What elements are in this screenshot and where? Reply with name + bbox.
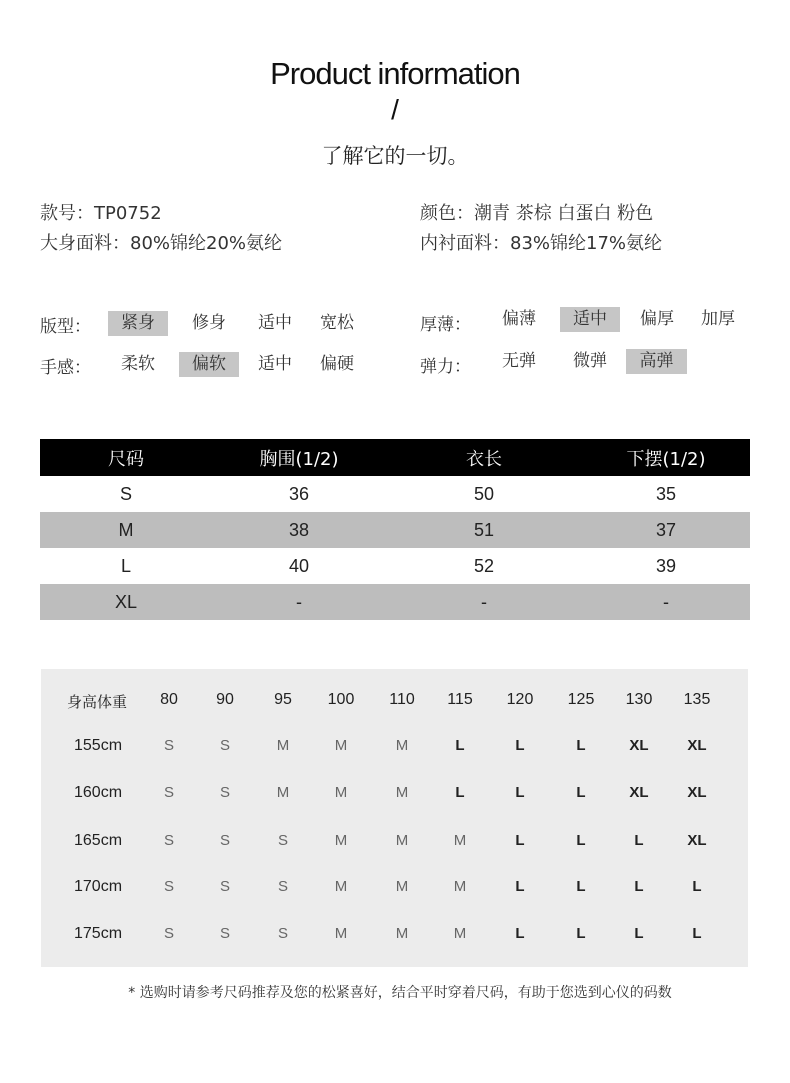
- recommended-size-cell: S: [277, 878, 288, 895]
- recommended-size-cell: S: [277, 832, 288, 849]
- recommended-size-cell: L: [515, 878, 525, 895]
- header-size: 尺码: [40, 439, 212, 476]
- recommended-size-cell: L: [515, 925, 525, 942]
- elasticity-option-high: 高弹: [626, 349, 687, 374]
- height-label: 170cm: [74, 878, 123, 895]
- fit-option-tight: 紧身: [108, 311, 168, 336]
- height-label: 175cm: [74, 925, 123, 942]
- recommended-size-cell: M: [453, 832, 467, 849]
- recommended-size-cell: XL: [629, 784, 649, 801]
- feel-option-soft: 柔软: [121, 354, 155, 374]
- recommended-size-cell: S: [163, 784, 174, 801]
- recommended-size-cell: L: [455, 784, 465, 801]
- recommended-size-cell: M: [395, 737, 409, 754]
- table-row: [40, 476, 750, 512]
- recommended-size-cell: M: [334, 784, 348, 801]
- recommended-size-cell: M: [453, 878, 467, 895]
- recommended-size-cell: M: [334, 737, 348, 754]
- recommended-size-cell: S: [163, 925, 174, 942]
- lining-fabric: 内衬面料：83%锦纶17%氨纶: [420, 233, 663, 254]
- cell: 40: [288, 555, 310, 576]
- weight-header: 90: [216, 691, 234, 708]
- recommended-size-cell: S: [163, 832, 174, 849]
- cell: 35: [655, 483, 677, 504]
- cell: M: [40, 512, 212, 548]
- weight-header: 135: [683, 691, 711, 708]
- recommended-size-cell: XL: [629, 737, 649, 754]
- recommended-size-cell: S: [219, 784, 230, 801]
- cell: -: [386, 584, 582, 620]
- recommended-size-cell: M: [334, 925, 348, 942]
- recommended-size-cell: XL: [687, 784, 707, 801]
- table-row: [40, 584, 750, 620]
- weight-header: 115: [447, 691, 473, 708]
- recommended-size-cell: M: [395, 784, 409, 801]
- weight-header: 80: [160, 691, 178, 708]
- thickness-option-medium: 适中: [560, 307, 620, 332]
- elasticity-option-none: 无弹: [502, 351, 536, 371]
- recommended-size-cell: M: [276, 737, 290, 754]
- weight-header: 120: [506, 691, 534, 708]
- cell: L: [120, 555, 131, 576]
- recommended-size-cell: S: [219, 737, 230, 754]
- recommended-size-cell: M: [395, 925, 409, 942]
- cell: XL: [40, 584, 212, 620]
- weight-header: 125: [567, 691, 595, 708]
- header-hem: 下摆(1/2): [582, 439, 750, 476]
- recommended-size-cell: M: [453, 925, 467, 942]
- body-fabric: 大身面料：80%锦纶20%氨纶: [40, 233, 283, 254]
- recommended-size-cell: M: [334, 878, 348, 895]
- recommended-size-cell: L: [634, 878, 644, 895]
- feel-option-slightly-soft: 偏软: [179, 352, 239, 377]
- recommended-size-cell: S: [219, 878, 230, 895]
- fit-option-loose: 宽松: [320, 313, 354, 333]
- recommended-size-cell: L: [515, 737, 525, 754]
- cell: 38: [212, 512, 386, 548]
- feel-option-firm: 偏硬: [320, 354, 354, 374]
- fit-label: 版型：: [40, 317, 91, 337]
- recommended-size-cell: S: [277, 925, 288, 942]
- weight-header: 110: [389, 691, 415, 708]
- cell: 50: [473, 483, 495, 504]
- page-title: Product information: [270, 56, 520, 91]
- recommended-size-cell: L: [634, 925, 644, 942]
- thickness-option-thick: 偏厚: [640, 309, 674, 329]
- height-label: 165cm: [74, 832, 123, 849]
- recommended-size-cell: L: [692, 925, 702, 942]
- elasticity-option-slight: 微弹: [573, 351, 607, 371]
- recommended-size-cell: M: [395, 832, 409, 849]
- colors-list: 颜色：潮青 茶棕 白蛋白 粉色: [420, 203, 654, 224]
- thickness-option-thin: 偏薄: [502, 309, 536, 329]
- cell: 51: [386, 512, 582, 548]
- recommended-size-cell: L: [576, 784, 586, 801]
- cell: -: [212, 584, 386, 620]
- feel-label: 手感：: [40, 358, 91, 378]
- recommended-size-cell: M: [334, 832, 348, 849]
- recommended-size-cell: L: [515, 832, 525, 849]
- cell: -: [582, 584, 750, 620]
- recommended-size-cell: S: [219, 832, 230, 849]
- weight-header: 95: [274, 691, 292, 708]
- recommended-size-cell: L: [515, 784, 525, 801]
- header-length: 衣长: [386, 439, 582, 476]
- recommended-size-cell: L: [576, 832, 586, 849]
- thickness-label: 厚薄：: [420, 315, 471, 335]
- cell: 36: [288, 483, 310, 504]
- height-label: 160cm: [74, 784, 123, 801]
- weight-header: 100: [327, 691, 355, 708]
- recommended-size-cell: L: [455, 737, 465, 754]
- thickness-option-extra-thick: 加厚: [701, 309, 735, 329]
- table-row: [40, 548, 750, 584]
- header-chest: 胸围(1/2): [212, 439, 386, 476]
- size-table-header: [40, 439, 750, 476]
- cell: 37: [582, 512, 750, 548]
- page-subtitle: 了解它的一切。: [321, 144, 469, 168]
- recommended-size-cell: S: [219, 925, 230, 942]
- recommended-size-cell: XL: [687, 737, 707, 754]
- feel-option-medium: 适中: [258, 354, 292, 374]
- recommended-size-cell: S: [163, 878, 174, 895]
- recommended-size-cell: L: [576, 878, 586, 895]
- cell: S: [119, 483, 132, 504]
- recommended-size-cell: M: [276, 784, 290, 801]
- height-label: 155cm: [74, 737, 123, 754]
- recommended-size-cell: L: [634, 832, 644, 849]
- size-table: [40, 439, 750, 620]
- style-number: 款号：TP0752: [40, 203, 162, 224]
- fit-option-regular: 适中: [258, 313, 292, 333]
- weight-header: 130: [625, 691, 653, 708]
- table-row: [40, 512, 750, 548]
- footnote: * 选购时请参考尺码推荐及您的松紧喜好，结合平时穿着尺码，有助于您选到心仪的码数: [128, 985, 672, 1001]
- fit-option-slim: 修身: [192, 313, 226, 333]
- recommended-size-cell: M: [395, 878, 409, 895]
- elasticity-label: 弹力：: [420, 357, 471, 377]
- recommended-size-cell: L: [576, 737, 586, 754]
- recommended-size-cell: S: [163, 737, 174, 754]
- recommended-size-cell: L: [692, 878, 702, 895]
- cell: 52: [473, 555, 495, 576]
- recommended-size-cell: XL: [687, 832, 707, 849]
- grid-corner-label: 身高体重: [67, 693, 128, 711]
- recommended-size-cell: L: [576, 925, 586, 942]
- size-recommendation-grid: [41, 669, 748, 967]
- cell: 39: [655, 555, 677, 576]
- title-divider-slash: /: [391, 94, 399, 125]
